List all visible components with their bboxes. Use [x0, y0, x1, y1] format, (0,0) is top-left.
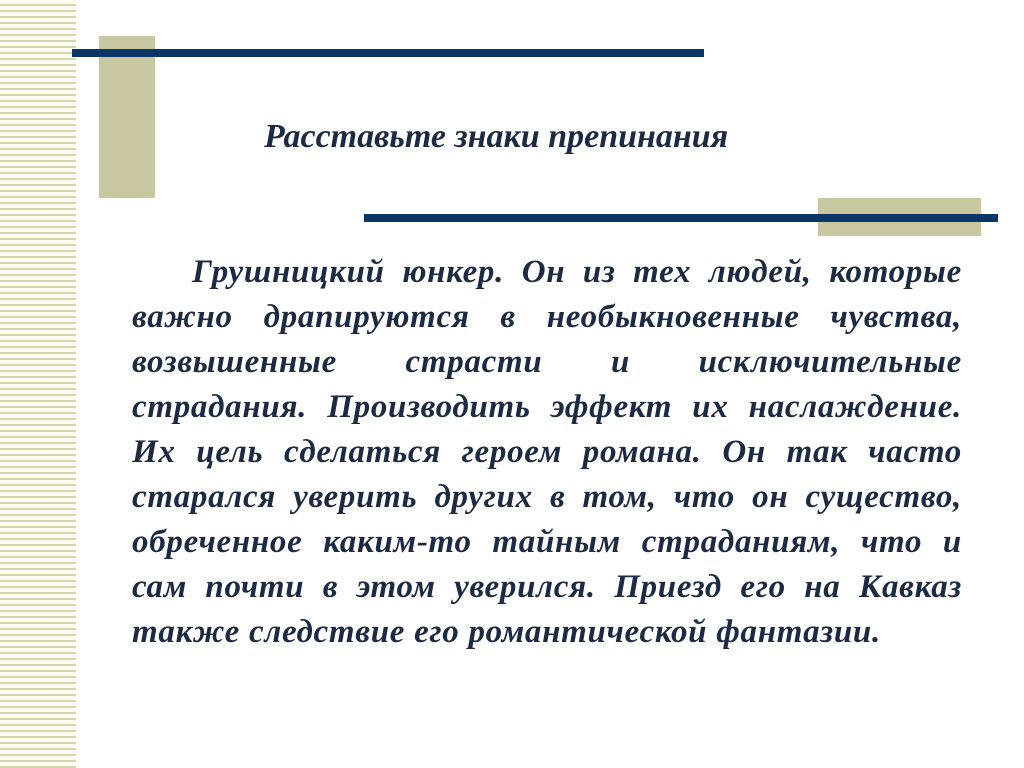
striped-margin-decoration: [0, 0, 76, 768]
exercise-paragraph: [132, 250, 962, 655]
slide-title: Расставьте знаки препинания: [264, 118, 729, 155]
exercise-paragraph-text: Грушницкий юнкер. Он из тех людей, которые важно драпируются в необыкновенные чувства, возвышенные страсти и исключительные страдания. Производить эффект их наслаждение. Их цель сделаться героем романа. Он так часто старался уверить других в том, что он существо, обреченное каким-то тайным страданиям, что и сам почти в этом уверился. Приезд его на Кавказ также следствие его романтической фантазии.: [132, 254, 962, 650]
top-divider-bar: [72, 49, 704, 57]
middle-divider-bar: [364, 214, 998, 222]
left-accent-block: [99, 36, 155, 198]
